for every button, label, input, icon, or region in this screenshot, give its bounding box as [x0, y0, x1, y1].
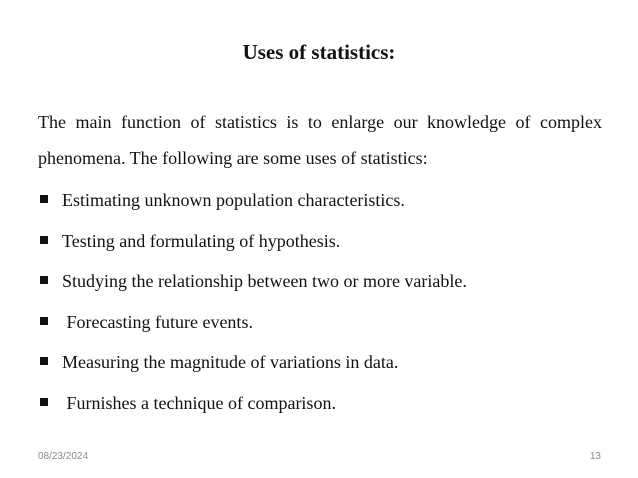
slide-title: Uses of statistics: [242, 40, 396, 64]
list-item-text: Studying the relationship between two or more variable. [62, 271, 467, 291]
list-item [38, 186, 467, 227]
square-bullet-icon [40, 236, 48, 244]
square-bullet-icon [40, 357, 48, 365]
list-item-text: Measuring the magnitude of variations in data. [62, 352, 399, 372]
list-item-text: Estimating unknown population characteristics. [62, 190, 405, 210]
list-item [38, 389, 467, 430]
list-item-text: Furnishes a technique of comparison. [62, 392, 336, 413]
list-item-text: Forecasting future events. [62, 311, 253, 332]
square-bullet-icon [40, 398, 48, 406]
list-item [38, 348, 467, 389]
list-item-text: Testing and formulating of hypothesis. [62, 230, 341, 251]
uses-list [38, 186, 467, 429]
list-item [38, 227, 467, 268]
page-number: 13 [589, 451, 601, 462]
square-bullet-icon [40, 276, 48, 284]
square-bullet-icon [40, 195, 48, 203]
intro-paragraph: The main function of statistics is to enlarge our knowledge of complex phenomena. The following are some uses of statistics: [38, 112, 602, 168]
footer-date: 08/23/2024 [38, 451, 89, 462]
square-bullet-icon [40, 317, 48, 325]
list-item [38, 308, 467, 349]
list-item [38, 267, 467, 308]
